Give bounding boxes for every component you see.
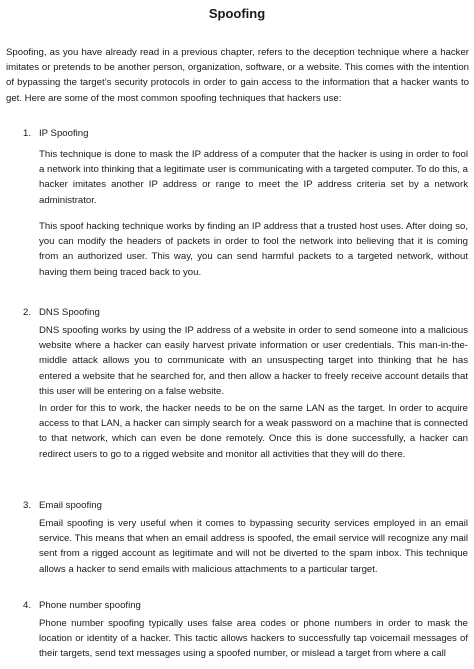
section-heading-text: Phone number spoofing (39, 600, 141, 611)
intro-paragraph: Spoofing, as you have already read in a previous chapter, refers to the deception technique where a hacker imitates or pretends to be another person, organization, software, or a website. This comes with the intention of bypassing the target’s security protocols in order to gain access to the information that a hacker wants to get. Here are some of the most common spoofing techniques that hackers use: (6, 47, 469, 104)
section-paragraph: In order for this to work, the hacker needs to be on the same LAN as the target. In order to acquire access to that LAN, a hacker can simply search for a weak password on a machine that is connected to that network, which can even be done remotely. Once this is done successfully, a hacker can redirect users to go to a rigged website and monitor all activities that they will do there. (39, 403, 468, 460)
section-number: 2. (23, 307, 32, 318)
section-heading-phone-number-spoofing (23, 599, 141, 613)
section-heading-text: IP Spoofing (39, 128, 89, 139)
section-number: 1. (23, 128, 32, 139)
section-number: 4. (23, 600, 32, 611)
section-heading-ip-spoofing (23, 127, 88, 141)
section-paragraph: Phone number spoofing typically uses false area codes or phone numbers in order to mask the location or identity of a hacker. This tactic allows hackers to successfully tap voicemail messages of their targets, send text messages using a spoofed number, or mislead a target from where a call (39, 618, 468, 660)
section-paragraph: This technique is done to mask the IP address of a computer that the hacker is using in order to fool a network into thinking that a legitimate user is communicating with a targeted computer. To do this, a hacker imitates another IP address or range to meet the IP address criteria set by a network administrator. (39, 149, 468, 206)
section-heading-dns-spoofing (23, 306, 100, 320)
section-heading-text: Email spoofing (39, 500, 102, 511)
section-paragraph: Email spoofing is very useful when it comes to bypassing security services employed in an email service. This means that when an email address is spoofed, the email service will recognize any mail sent from a rigged account as legitimate and will not be diverted to the spam inbox. This technique allows a hacker to send emails with malicious attachments to a particular target. (39, 518, 468, 575)
section-heading-text: DNS Spoofing (39, 307, 100, 318)
section-number: 3. (23, 500, 32, 511)
section-paragraph: DNS spoofing works by using the IP address of a website in order to send someone into a malicious website where a hacker can easily harvest private information or user credentials. This man-in-the-middle attack allows you to communicate with an unsuspecting target into thinking that he has entered a website that he searched for, and then allow a hacker to freely receive account details that this user will be entering on a false website. (39, 325, 468, 397)
section-heading-email-spoofing (23, 499, 102, 513)
page-title: Spoofing (208, 6, 266, 21)
section-paragraph: This spoof hacking technique works by finding an IP address that a trusted host uses. After doing so, you can modify the headers of packets in order to fool the network into believing that it is coming from an authorized user. This way, you can send harmful packets to a targeted network, without having them being traced back to you. (39, 221, 468, 278)
